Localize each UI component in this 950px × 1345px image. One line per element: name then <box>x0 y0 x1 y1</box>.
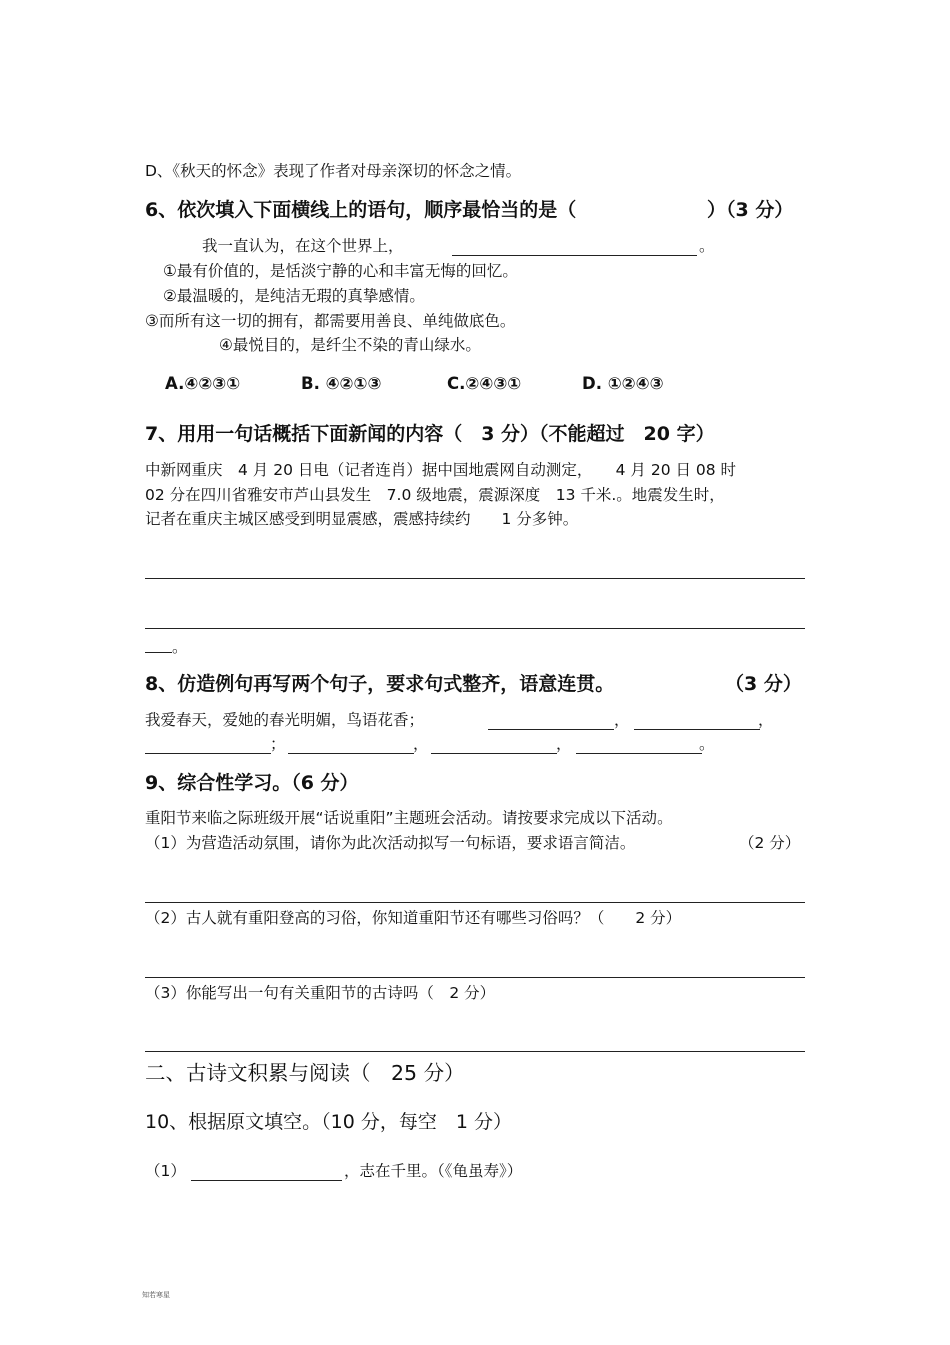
q6-stem: 我一直认为，在这个世界上， <box>202 237 404 255</box>
q6-stem-end: 。 <box>699 237 715 255</box>
q9-item-1-score: （2 分） <box>739 834 801 852</box>
q8-comma-2: ， <box>758 711 774 729</box>
q8-semicolon: ； <box>270 735 286 753</box>
q6-answer-blank[interactable] <box>452 255 697 256</box>
q8-blank-5[interactable] <box>431 753 557 754</box>
q8-score: （3 分） <box>725 673 802 695</box>
q7-news-line-3: 记者在重庆主城区感受到明显震感，震感持续约 1 分多钟。 <box>145 510 579 528</box>
q7-end-mark: 。 <box>172 638 188 656</box>
q6-choice-a[interactable]: A.④②③① <box>165 374 241 393</box>
q8-blank-2[interactable] <box>634 729 760 730</box>
q8-blank-6[interactable] <box>576 753 702 754</box>
q8-title: 8、仿造例句再写两个句子，要求句式整齐，语意连贯。 <box>145 673 615 695</box>
q8-period: 。 <box>699 735 715 753</box>
q8-blank-3[interactable] <box>145 753 271 754</box>
q8-comma-4: ， <box>556 735 572 753</box>
q8-blank-1[interactable] <box>488 729 614 730</box>
q6-choice-b[interactable]: B. ④②①③ <box>301 374 382 393</box>
q6-choice-c[interactable]: C.②④③① <box>447 374 522 393</box>
q7-news-line-2: 02 分在四川省雅安市芦山县发生 7.0 级地震，震源深度 13 千米.。地震发生时， <box>145 486 725 504</box>
q7-answer-line-3[interactable] <box>145 652 172 653</box>
q8-comma-3: ， <box>413 735 429 753</box>
q8-example: 我爱春天，爱她的春光明媚，鸟语花香； <box>145 711 425 729</box>
q9-item-2: （2）古人就有重阳登高的习俗，你知道重阳节还有哪些习俗吗？（ 2 分） <box>145 909 682 927</box>
q6-sentence-2: ②最温暖的，是纯洁无瑕的真挚感情。 <box>163 287 425 305</box>
q6-sentence-4: ④最悦目的，是纤尘不染的青山绿水。 <box>219 336 481 354</box>
q10-item-1-number: （1） <box>145 1162 186 1180</box>
q6-sentence-3: ③而所有这一切的拥有，都需要用善良、单纯做底色。 <box>145 312 516 330</box>
q6-sentence-1: ①最有价值的，是恬淡宁静的心和丰富无悔的回忆。 <box>163 262 518 280</box>
q6-choice-d[interactable]: D. ①②④③ <box>582 374 664 393</box>
q7-answer-line-1[interactable] <box>145 578 805 579</box>
q9-title: 9、综合性学习。（6 分） <box>145 772 359 794</box>
q6-title: 6、依次填入下面横线上的语句，顺序最恰当的是（ <box>145 199 577 221</box>
q9-answer-line-3[interactable] <box>145 1051 805 1052</box>
q9-answer-line-2[interactable] <box>145 977 805 978</box>
option-d-text: D、《秋天的怀念》表现了作者对母亲深切的怀念之情。 <box>145 162 522 180</box>
q6-score: ）（3 分） <box>707 199 794 221</box>
q10-item-1-text: ，志在千里。（《龟虽寿》） <box>344 1162 523 1180</box>
q9-intro: 重阳节来临之际班级开展“话说重阳”主题班会活动。请按要求完成以下活动。 <box>145 809 673 827</box>
footer-watermark: 知若寒星 <box>142 1291 170 1299</box>
q8-blank-4[interactable] <box>288 753 414 754</box>
q8-comma-1: ， <box>614 711 630 729</box>
q7-answer-line-2[interactable] <box>145 628 805 629</box>
q10-item-1-blank[interactable] <box>191 1180 342 1181</box>
q9-item-1: （1）为营造活动氛围，请你为此次活动拟写一句标语，要求语言简洁。 <box>145 834 636 852</box>
section-2-title: 二、古诗文积累与阅读（ 25 分） <box>145 1061 465 1085</box>
q10-title: 10、根据原文填空。（10 分，每空 1 分） <box>145 1111 513 1133</box>
q9-answer-line-1[interactable] <box>145 902 805 903</box>
q9-item-3: （3）你能写出一句有关重阳节的古诗吗（ 2 分） <box>145 984 496 1002</box>
q7-title: 7、用用一句话概括下面新闻的内容（ 3 分）（不能超过 20 字） <box>145 423 715 445</box>
q7-news-line-1: 中新网重庆 4 月 20 日电（记者连肖）据中国地震网自动测定， 4 月 20 日 08 时 <box>145 461 737 479</box>
